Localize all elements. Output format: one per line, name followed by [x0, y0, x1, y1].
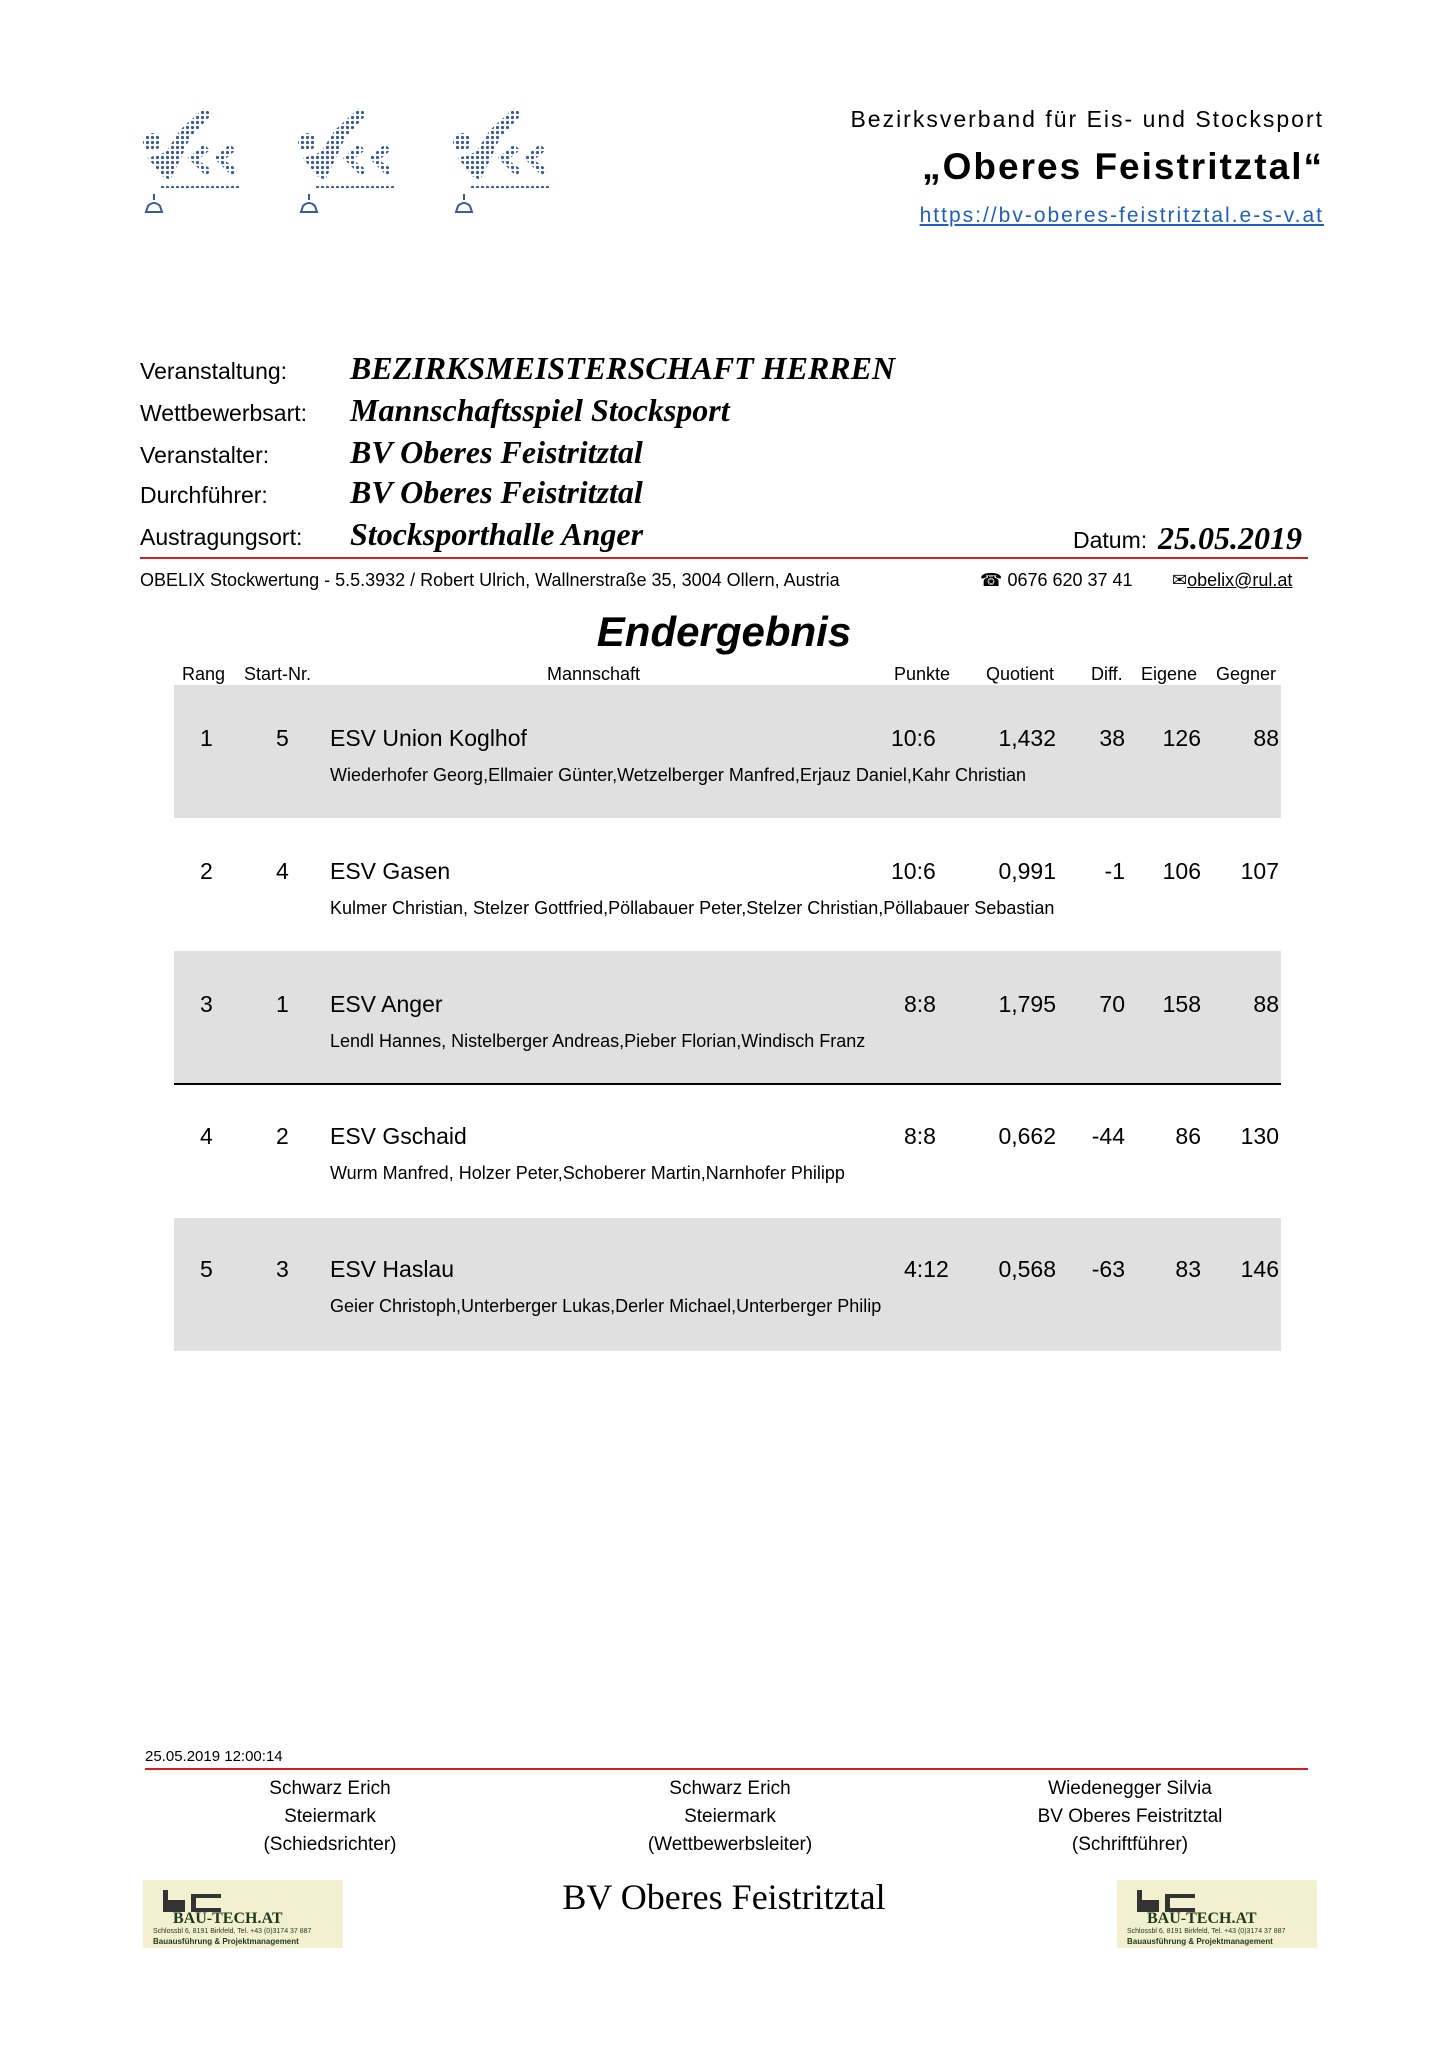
- team-members: Geier Christoph,Unterberger Lukas,Derler Michael,Unterberger Philip: [330, 1296, 882, 1316]
- eigene-cell: 106: [1162, 858, 1201, 884]
- result-title: Endergebnis: [596, 608, 852, 655]
- col-mannschaft: Mannschaft: [547, 664, 641, 684]
- sponsor-tagline: Bauausführung & Projektmanagement: [1127, 1937, 1273, 1946]
- signature-name: Schwarz Erich: [669, 1778, 791, 1799]
- phone-number: 0676 620 37 41: [1007, 570, 1133, 590]
- email-link[interactable]: obelix@rul.at: [1187, 570, 1293, 590]
- table-row: [174, 1085, 1281, 1218]
- signature-region: BV Oberes Feistritztal: [1037, 1806, 1223, 1827]
- signature-wettbewerbsleiter: [580, 1775, 880, 1859]
- durchfuehrer-value: BV Oberes Feistritztal: [350, 474, 643, 510]
- wettbewerbsart-value: Mannschaftsspiel Stocksport: [350, 392, 730, 428]
- table-row: [174, 951, 1281, 1084]
- org-line2: „Oberes Feistritztal“: [922, 146, 1324, 187]
- col-punkte: Punkte: [894, 664, 951, 684]
- wettbewerbsart-label: Wettbewerbsart:: [140, 400, 308, 426]
- punkte-cell: 10:6: [891, 725, 936, 751]
- austragungsort-value: Stocksporthalle Anger: [350, 516, 644, 552]
- quotient-cell: 0,568: [998, 1256, 1056, 1282]
- signature-role: (Schriftführer): [1071, 1834, 1189, 1855]
- team-name: ESV Haslau: [330, 1256, 455, 1282]
- start-cell: 3: [276, 1256, 289, 1282]
- datum-label: Datum:: [1073, 527, 1148, 553]
- col-start: Start-Nr.: [244, 664, 312, 684]
- col-eigene: Eigene: [1141, 664, 1198, 684]
- punkte-cell: 8:8: [904, 1123, 936, 1149]
- rang-cell: 5: [200, 1256, 213, 1282]
- durchfuehrer-label: Durchführer:: [140, 482, 268, 508]
- diff-cell: -44: [1091, 1123, 1125, 1149]
- team-name: ESV Anger: [330, 991, 443, 1017]
- col-diff: Diff.: [1091, 664, 1123, 684]
- rang-cell: 2: [200, 858, 213, 884]
- table-row: [174, 1218, 1281, 1351]
- col-rang: Rang: [182, 664, 226, 684]
- austragungsort-label: Austragungsort:: [140, 524, 303, 550]
- gegner-cell: 130: [1240, 1123, 1279, 1149]
- punkte-cell: 8:8: [904, 991, 936, 1017]
- gegner-cell: 88: [1253, 991, 1279, 1017]
- veranstaltung-value: BEZIRKSMEISTERSCHAFT HERREN: [350, 350, 896, 386]
- sponsor-name: BAU-TECH.AT: [173, 1910, 283, 1927]
- col-gegner: Gegner: [1216, 664, 1277, 684]
- sponsor-logo-right: [1117, 1880, 1317, 1948]
- software-info: OBELIX Stockwertung - 5.5.3932 / Robert Ulrich, Wallnerstraße 35, 3004 Ollern, Austria: [140, 570, 840, 590]
- rang-cell: 4: [200, 1123, 213, 1149]
- quotient-cell: 1,432: [998, 725, 1056, 751]
- datum-value: 25.05.2019: [1158, 520, 1302, 556]
- email-contact: [1172, 570, 1292, 591]
- gegner-cell: 88: [1253, 725, 1279, 751]
- start-cell: 4: [276, 858, 289, 884]
- signature-name: Schwarz Erich: [269, 1778, 391, 1799]
- signature-schriftfuehrer: [980, 1775, 1280, 1859]
- signature-schiedsrichter: [180, 1775, 480, 1859]
- eigene-cell: 86: [1175, 1123, 1201, 1149]
- table-row: [174, 685, 1281, 818]
- team-members: Wiederhofer Georg,Ellmaier Günter,Wetzelberger Manfred,Erjauz Daniel,Kahr Christian: [330, 765, 1026, 785]
- diff-cell: -63: [1091, 1256, 1125, 1282]
- org-line1: Bezirksverband für Eis- und Stocksport: [850, 106, 1324, 132]
- punkte-cell: 4:12: [904, 1256, 949, 1282]
- diff-cell: -1: [1104, 858, 1125, 884]
- sponsor-name: BAU-TECH.AT: [1147, 1910, 1257, 1927]
- diff-cell: 70: [1099, 991, 1125, 1017]
- signature-region: Steiermark: [684, 1806, 776, 1827]
- veranstalter-label: Veranstalter:: [140, 442, 270, 468]
- diff-cell: 38: [1099, 725, 1125, 751]
- start-cell: 1: [276, 991, 289, 1017]
- sponsor-address: Schlossbl 6, 8191 Birkfeld, Tel. +43 (0)3174 37 887: [1127, 1928, 1286, 1935]
- quotient-cell: 0,991: [998, 858, 1056, 884]
- gegner-cell: 146: [1240, 1256, 1279, 1282]
- start-cell: 2: [276, 1123, 289, 1149]
- stocksport-figures-logo: [140, 100, 620, 220]
- veranstalter-value: BV Oberes Feistritztal: [350, 434, 643, 470]
- col-quotient: Quotient: [986, 664, 1055, 684]
- team-members: Lendl Hannes, Nistelberger Andreas,Pieber Florian,Windisch Franz: [330, 1031, 866, 1051]
- footer-divider: [145, 1768, 1308, 1770]
- phone-icon: ☎: [980, 570, 1003, 590]
- punkte-cell: 10:6: [891, 858, 936, 884]
- team-name: ESV Union Koglhof: [330, 725, 527, 751]
- team-name: ESV Gasen: [330, 858, 451, 884]
- quotient-cell: 0,662: [998, 1123, 1056, 1149]
- signature-region: Steiermark: [284, 1806, 376, 1827]
- sponsor-address: Schlossbl 6, 8191 Birkfeld, Tel. +43 (0)3174 37 887: [153, 1928, 312, 1935]
- team-members: Kulmer Christian, Stelzer Gottfried,Pöllabauer Peter,Stelzer Christian,Pöllabauer Sebastian: [330, 898, 1055, 918]
- signature-name: Wiedenegger Silvia: [1048, 1778, 1212, 1799]
- signature-role: (Wettbewerbsleiter): [647, 1834, 813, 1855]
- team-name: ESV Gschaid: [330, 1123, 467, 1149]
- envelope-icon: ✉: [1172, 570, 1188, 590]
- eigene-cell: 126: [1162, 725, 1201, 751]
- sponsor-tagline: Bauausführung & Projektmanagement: [153, 1937, 299, 1946]
- eigene-cell: 83: [1175, 1256, 1201, 1282]
- phone-contact: [980, 570, 1133, 591]
- header-divider: [140, 557, 1308, 559]
- rang-cell: 3: [200, 991, 213, 1017]
- gegner-cell: 107: [1240, 858, 1279, 884]
- team-members: Wurm Manfred, Holzer Peter,Schoberer Martin,Narnhofer Philipp: [330, 1163, 845, 1183]
- veranstaltung-label: Veranstaltung:: [140, 358, 288, 384]
- footer-org-name: BV Oberes Feistritztal: [562, 1877, 886, 1917]
- signature-role: (Schiedsrichter): [263, 1834, 397, 1855]
- eigene-cell: 158: [1162, 991, 1201, 1017]
- table-row: [174, 818, 1281, 951]
- rang-cell: 1: [200, 725, 213, 751]
- bautech-logo-icon: [1137, 1890, 1197, 1912]
- quotient-cell: 1,795: [998, 991, 1056, 1017]
- start-cell: 5: [276, 725, 289, 751]
- org-url-link[interactable]: https://bv-oberes-feistritztal.e-s-v.at: [919, 204, 1324, 227]
- print-timestamp: 25.05.2019 12:00:14: [145, 1748, 283, 1765]
